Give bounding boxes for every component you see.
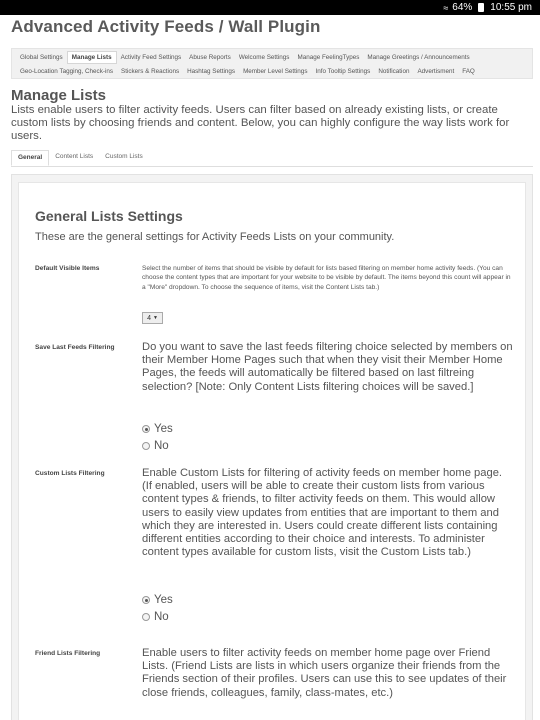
- tab-member-level-settings[interactable]: Member Level Settings: [243, 67, 308, 75]
- tab-abuse-reports[interactable]: Abuse Reports: [189, 53, 231, 61]
- wifi-icon: ≈: [443, 2, 449, 13]
- default-visible-select[interactable]: [142, 312, 163, 324]
- radio-checked-icon[interactable]: [142, 425, 150, 433]
- section-heading: Manage Lists: [11, 87, 107, 104]
- admin-tabs: [11, 48, 533, 79]
- default-visible-value: 4: [147, 314, 151, 322]
- tab-general[interactable]: General: [11, 150, 49, 166]
- tab-activity-feed-settings[interactable]: Activity Feed Settings: [120, 53, 182, 61]
- settings-title: General Lists Settings: [35, 208, 183, 224]
- battery-level: 64%: [452, 2, 473, 13]
- status-bar: [0, 0, 540, 15]
- custom-lists-yes-label: Yes: [154, 594, 173, 606]
- default-visible-description: Select the number of items that should be visible by default for lists based filtering on member home activity feeds. (You can choose the content types that are important for your website to be visible by default. The items beyond this count will appear in a "More" dropdown. To choose the sequence of items, visit the Content Lists tab.): [142, 265, 511, 291]
- custom-lists-yes-option[interactable]: [142, 594, 173, 606]
- save-last-yes-option[interactable]: [142, 423, 173, 435]
- sub-tabs: [11, 150, 533, 167]
- tab-geo-location-tagging-check-ins[interactable]: Geo-Location Tagging, Check-ins: [20, 67, 113, 75]
- page-title: Advanced Activity Feeds / Wall Plugin: [11, 17, 321, 36]
- tab-hashtag-settings[interactable]: Hashtag Settings: [187, 67, 236, 75]
- clock: 10:55 pm: [490, 2, 532, 13]
- custom-lists-no-option[interactable]: [142, 611, 169, 623]
- custom-lists-label: Custom Lists Filtering: [35, 470, 105, 477]
- save-last-description: Do you want to save the last feeds filtering choice selected by members on their Member Home Pages such that when they visit their Member Home Pages, the feeds will automatically be filtered based on last filtreing selection? [Note: Only Content Lists filtering choices will be saved.]: [142, 341, 513, 393]
- tab-manage-greetings-announcements[interactable]: Manage Greetings / Announcements: [367, 53, 470, 61]
- settings-panel: [11, 174, 533, 720]
- tab-manage-feelingtypes[interactable]: Manage FeelingTypes: [297, 53, 360, 61]
- tab-notification[interactable]: Notification: [378, 67, 410, 75]
- battery-icon: [478, 3, 484, 12]
- radio-unchecked-icon[interactable]: [142, 442, 150, 450]
- admin-tabs-row-2: [12, 64, 532, 78]
- tab-faq[interactable]: FAQ: [462, 67, 475, 75]
- save-last-no-label: No: [154, 440, 169, 452]
- custom-lists-description: Enable Custom Lists for filtering of activity feeds on member home page. (If enabled, users will be able to create their custom lists from various content types & friends, to filter activity feeds on them. This would allow users to easily view updates from entities that are important to them and which they are interested in. Users could create different lists containing different entities according to their choice and interests. To administer content types available for custom lists, visit the Custom Lists tab.): [142, 467, 503, 559]
- friend-lists-label: Friend Lists Filtering: [35, 650, 101, 657]
- radio-unchecked-icon[interactable]: [142, 613, 150, 621]
- tab-stickers-reactions[interactable]: Stickers & Reactions: [121, 67, 180, 75]
- tab-custom-lists[interactable]: Custom Lists: [105, 153, 143, 160]
- admin-tabs-row-1: [12, 50, 532, 64]
- tab-advertisment[interactable]: Advertisment: [417, 67, 455, 75]
- chevron-down-icon: ▼: [152, 315, 158, 321]
- settings-form: [18, 182, 526, 720]
- friend-lists-description: Enable users to filter activity feeds on member home page over Friend Lists. (Friend Lists are lists in which users organize their friends from the Friends section of their profiles. Users can use this to see updates of their close friends, colleagues, family, class-mates, etc.): [142, 647, 507, 699]
- radio-checked-icon[interactable]: [142, 596, 150, 604]
- default-visible-label: Default Visible Items: [35, 265, 100, 272]
- save-last-yes-label: Yes: [154, 423, 173, 435]
- custom-lists-no-label: No: [154, 611, 169, 623]
- tab-info-tooltip-settings[interactable]: Info Tooltip Settings: [315, 67, 371, 75]
- save-last-no-option[interactable]: [142, 440, 169, 452]
- tab-global-settings[interactable]: Global Settings: [20, 53, 63, 61]
- section-description: Lists enable users to filter activity feeds. Users can filter based on already existing lists, or create custom lists by choosing friends and content. Below, you can highly configure the way lists work for users.: [11, 104, 510, 142]
- tab-welcome-settings[interactable]: Welcome Settings: [238, 53, 290, 61]
- tab-manage-lists[interactable]: Manage Lists: [67, 51, 117, 64]
- settings-description: These are the general settings for Activity Feeds Lists on your community.: [35, 231, 395, 243]
- save-last-label: Save Last Feeds Filtering: [35, 344, 115, 351]
- tab-content-lists[interactable]: Content Lists: [55, 153, 94, 160]
